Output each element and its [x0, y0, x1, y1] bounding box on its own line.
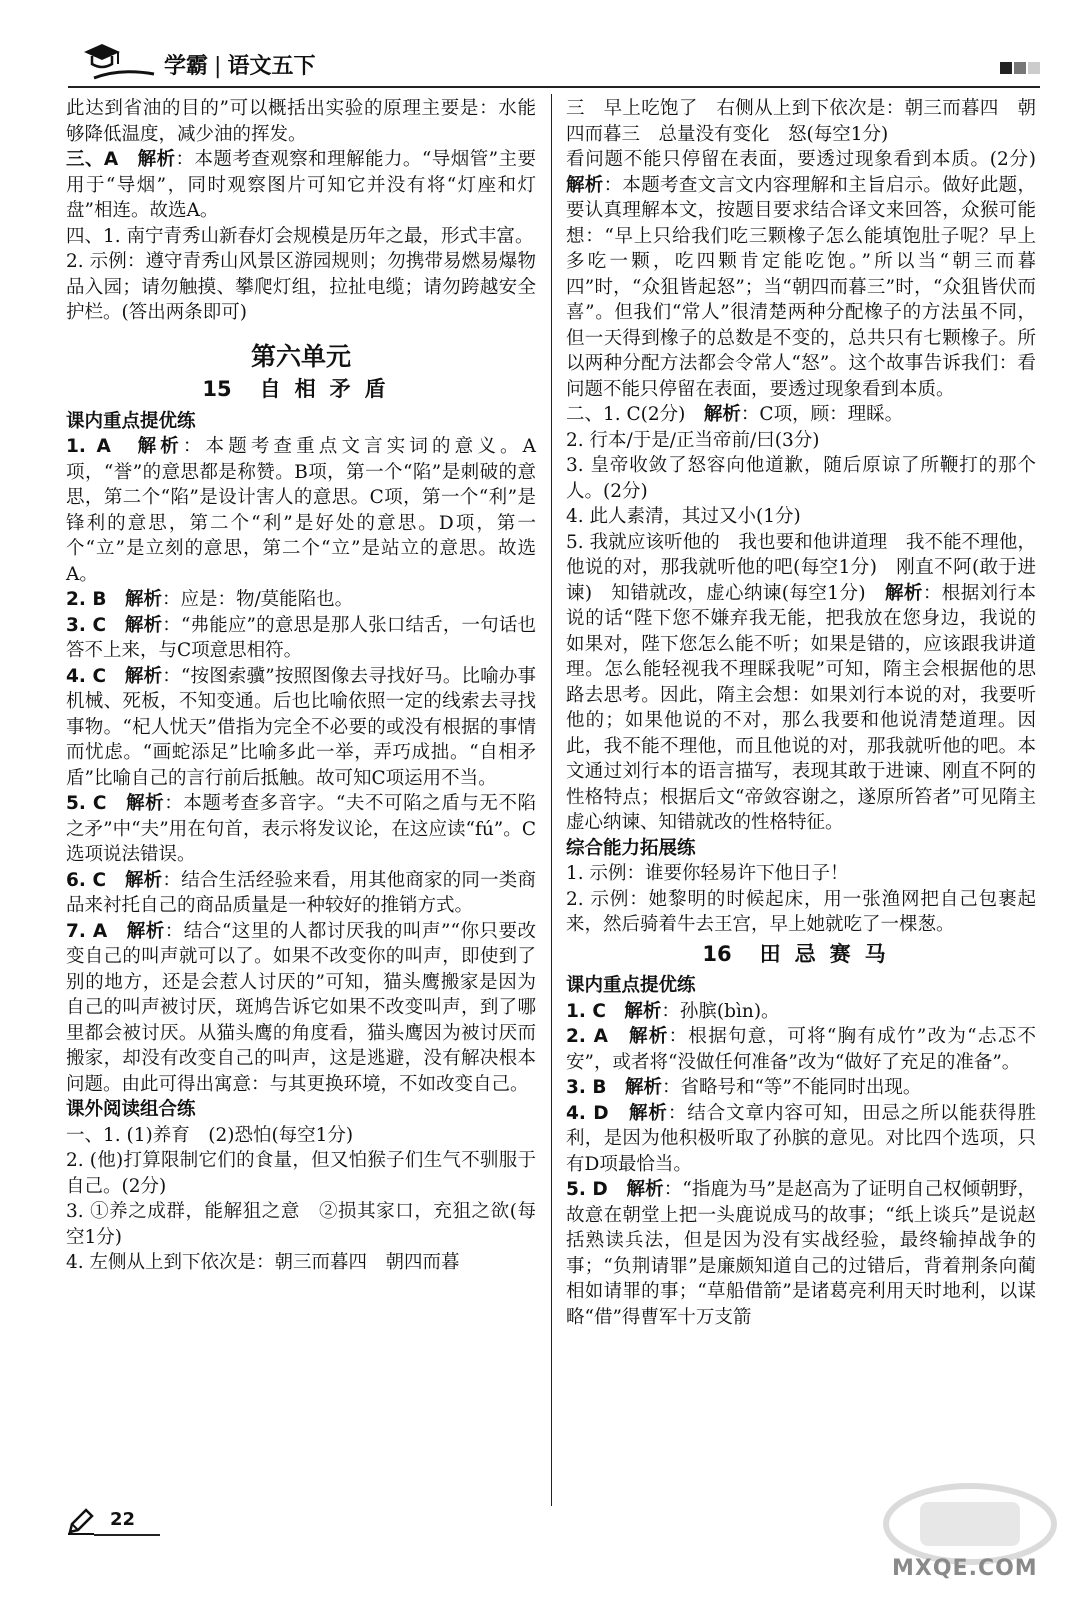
- left-column: [66, 96, 536, 1276]
- lesson-number: 16: [702, 941, 732, 966]
- page-number-underline: [94, 1534, 160, 1536]
- lesson-title: [66, 377, 536, 403]
- analysis-label: 解析: [566, 174, 604, 196]
- answer-paragraph: 1. 示例：谁要你轻易许下他日子！: [566, 863, 849, 884]
- page-header: [68, 38, 1040, 88]
- answer-paragraph: 7. A 解析：结合“这里的人都讨厌我的叫声”“你只要改变自己的叫声就可以了。如果不改变你的叫声，即使到了别的地方，还是会惹人讨厌的”可知，猫头鹰搬家是因为自己的叫声被讨厌，斑鸠告诉它如果不改变叫声，到了哪里都会被讨厌。从猫头鹰的角度看，猫头鹰因为被讨厌而搬家，却没有改变自己的叫声，这是逃避，没有解决根本问题。由此可得出寓意：与其更换环境，不如改变自己。: [66, 920, 536, 1095]
- answer-key: 1. C 解析: [566, 1000, 662, 1022]
- answer-key: 三、A 解析: [66, 149, 176, 170]
- answer-paragraph: 1. A 解析：本题考查重点文言实词的意义。A项，“誉”的意思都是称赞。B项，第一个“陷”是刺破的意思，第二个“陷”是设计害人的意思。C项，第一个“利”是锋利的意思，第二个“利”是好处的意思。D项，第一个“立”是立刻的意思，第二个“立”是站立的意思。故选A。: [66, 436, 536, 585]
- answer-paragraph: 4. 此人素清，其过又小(1分): [566, 506, 801, 527]
- watermark-text: MXQE.COM: [892, 1556, 1038, 1581]
- square-light: [1028, 62, 1040, 74]
- book-title: 语文五下: [227, 54, 316, 79]
- answer-paragraph: 3. ①养之成群，能解狙之意 ②损其家口，充狙之欲(每空1分): [66, 1201, 536, 1248]
- answer-key: 7. A 解析: [66, 920, 165, 942]
- answer-paragraph: 三 早上吃饱了 右侧从上到下依次是：朝三而暮四 朝四而暮三 总量没有变化 怒(每空1分): [566, 98, 1036, 145]
- square-mid: [1014, 62, 1026, 74]
- answer-key: 2. B 解析: [66, 589, 162, 610]
- answer-key: 3. B 解析: [566, 1077, 662, 1098]
- answer-key: 6. C 解析: [66, 869, 163, 891]
- answer-paragraph: 看问题不能只停留在表面，要透过现象看到本质。(2分) 解析：本题考查文言文内容理解和主旨启示。做好此题，要认真理解本文，按题目要求结合译文来回答，众猴可能想：“早上只给我们吃三颗橡子怎么能填饱肚子呢？早上多吃一颗，吃四颗肯定能吃饱。”所以当“朝三而暮四”时，“众狙皆起怒”；当“朝四而暮三”时，“众狙皆伏而喜”。但我们“常人”很清楚两种分配橡子的方法虽不同，但一天得到橡子的总数是不变的，总共只有七颗橡子。所以两种分配方法都会令常人“怒”。这个故事告诉我们：看问题不能只停留在表面，要透过现象看到本质。: [566, 149, 1055, 400]
- answer-paragraph: 6. C 解析：结合生活经验来看，用其他商家的同一类商品来衬托自己的商品质量是一种较好的推销方式。: [66, 869, 536, 916]
- unit-title: 第六单元: [250, 341, 351, 371]
- lesson-name: 自相矛盾: [259, 377, 400, 401]
- answer-paragraph: 二、1. C(2分) 解析：C项，顾：理睬。: [566, 404, 904, 425]
- answer-key: 2. A 解析: [566, 1026, 669, 1047]
- section-heading: 综合能力拓展练: [566, 837, 696, 859]
- answer-paragraph: 3. 皇帝收敛了怒容向他道歉，随后原谅了所鞭打的那个人。(2分): [566, 455, 1036, 502]
- answer-paragraph: 2. 示例：遵守青秀山风景区游园规则；勿携带易燃易爆物品入园；请勿触摸、攀爬灯组，拉扯电缆；请勿跨越安全护栏。(答出两条即可): [66, 251, 536, 323]
- answer-paragraph: 2. A 解析：根据句意，可将“胸有成竹”改为“忐忑不安”，或者将“没做任何准备”改为“做好了充足的准备”。: [566, 1026, 1036, 1073]
- answer-key: 5. D 解析: [566, 1179, 664, 1200]
- lesson-title: [566, 942, 1036, 968]
- answer-paragraph: 5. 我就应该听他的 我也要和他讲道理 我不能不理他，他说的对，那我就听他的吧(每空1分) 刚直不阿(敢于进谏) 知错就改，虚心纳谏(每空1分) 解析：根据刘行本说的话“陛下您不嫌弃我无能，把我放在您身边，我说的如果对，陛下您怎么能不听；如果是错的，应该跟我讲道理。怎么能轻视我不理睬我呢”可知，隋主会根据他的思路去思考。因此，隋主会想：如果刘行本说的对，我要听他的；如果他说的不对，那么我要和他说清楚道理。因此，我不能不理他，而且他说的对，那我就听他的吧。本文通过刘行本的语言描写，表现其敢于进谏、刚直不阿的性格特点；根据后文“帝敛容谢之，遂原所笞者”可见隋主虚心纳谏、知错就改的性格特征。: [566, 531, 1036, 833]
- answer-paragraph: 5. D 解析：“指鹿为马”是赵高为了证明自己权倾朝野，故意在朝堂上把一头鹿说成马的故事；“纸上谈兵”是说赵括熟读兵法，但是因为没有实战经验，最终输掉战争的事；“负荆请罪”是廉颇知道自己的过错后，背着荆条向蔺相如请罪的事；“草船借箭”是诸葛亮利用天时地利，以谋略“借”得曹军十万支箭: [566, 1179, 1037, 1328]
- answer-key: 1. A 解析: [66, 436, 183, 457]
- answer-paragraph: 3. C 解析：“弗能应”的意思是那人张口结舌，一句话也答不上来，与C项意思相符。: [66, 614, 536, 661]
- answer-paragraph: 2. 示例：她黎明的时候起床，用一张渔网把自己包裹起来，然后骑着牛去王宫，早上她就吃了一棵葱。: [566, 888, 1036, 935]
- answer-paragraph: 2. 行本/于是/正当帝前/曰(3分): [566, 429, 820, 451]
- analysis-label: 解析: [885, 582, 923, 604]
- answer-paragraph: 4. 左侧从上到下依次是：朝三而暮四 朝四而暮: [66, 1252, 460, 1273]
- square-dark: [1000, 62, 1012, 74]
- analysis-label: 解析: [703, 404, 741, 425]
- lesson-number: 15: [202, 377, 232, 401]
- answer-paragraph: 5. C 解析：本题考查多音字。“夫不可陷之盾与无不陷之矛”中“夫”用在句首，表示将发议论，在这应读“fú”。C选项说法错误。: [66, 793, 536, 865]
- answer-paragraph: 2. B 解析：应是：物/莫能陷也。: [66, 589, 354, 610]
- lesson-name: 田忌赛马: [759, 941, 900, 966]
- answer-key: 5. C 解析: [66, 793, 165, 814]
- answer-key: 3. C 解析: [66, 614, 163, 636]
- answer-paragraph: 四、1. 南宁青秀山新春灯会规模是历年之最，形式丰富。: [66, 225, 534, 247]
- answer-paragraph: 2. (他)打算限制它们的食量，但又怕猴子们生气不驯服于自己。(2分): [66, 1150, 536, 1197]
- answer-paragraph: 一、1. (1)养育 (2)恐怕(每空1分): [66, 1124, 354, 1146]
- section-heading: 课外阅读组合练: [66, 1099, 196, 1120]
- pencil-icon: [66, 1506, 96, 1536]
- answer-paragraph: 三、A 解析：本题考查观察和理解能力。“导烟管”主要用于“导烟”，同时观察图片可知它并没有将“灯座和灯盘”相连。故选A。: [66, 149, 536, 221]
- answer-paragraph: 此达到省油的目的”可以概括出实验的原理主要是：水能够降低温度，减少油的挥发。: [66, 98, 536, 145]
- graduation-cap-icon: [80, 38, 160, 88]
- page-footer: [66, 1506, 156, 1536]
- answer-paragraph: 1. C 解析：孙膑(bìn)。: [566, 1000, 780, 1022]
- answer-paragraph: 3. B 解析：省略号和“等”不能同时出现。: [566, 1077, 922, 1098]
- answer-paragraph: 4. C 解析：“按图索骥”按照图像去寻找好马。比喻办事机械、死板，不知变通。后也比喻依照一定的线索去寻找事物。“杞人忧天”借指为完全不必要的或没有根据的事情而忧虑。“画蛇添足”比喻多此一举，弄巧成拙。“自相矛盾”比喻自己的言行前后抵触。故可知C项运用不当。: [66, 665, 536, 789]
- answer-key: 4. C 解析: [66, 665, 163, 687]
- column-divider: [551, 94, 552, 1506]
- page-number: 22: [110, 1509, 136, 1530]
- section-heading: 课内重点提优练: [66, 410, 196, 432]
- header-rule: [68, 86, 1040, 88]
- header-title: [164, 49, 315, 80]
- header-separator: |: [214, 54, 222, 79]
- section-heading: 课内重点提优练: [566, 975, 696, 996]
- answer-key: 4. D 解析: [566, 1102, 668, 1124]
- answer-paragraph: 4. D 解析：结合文章内容可知，田忌之所以能获得胜利，是因为他积极听取了孙膑的意见。对比四个选项，只有D项最恰当。: [566, 1102, 1036, 1175]
- right-column: [566, 96, 1055, 1330]
- brand-name: 学霸: [164, 54, 209, 79]
- header-squares: [998, 59, 1040, 78]
